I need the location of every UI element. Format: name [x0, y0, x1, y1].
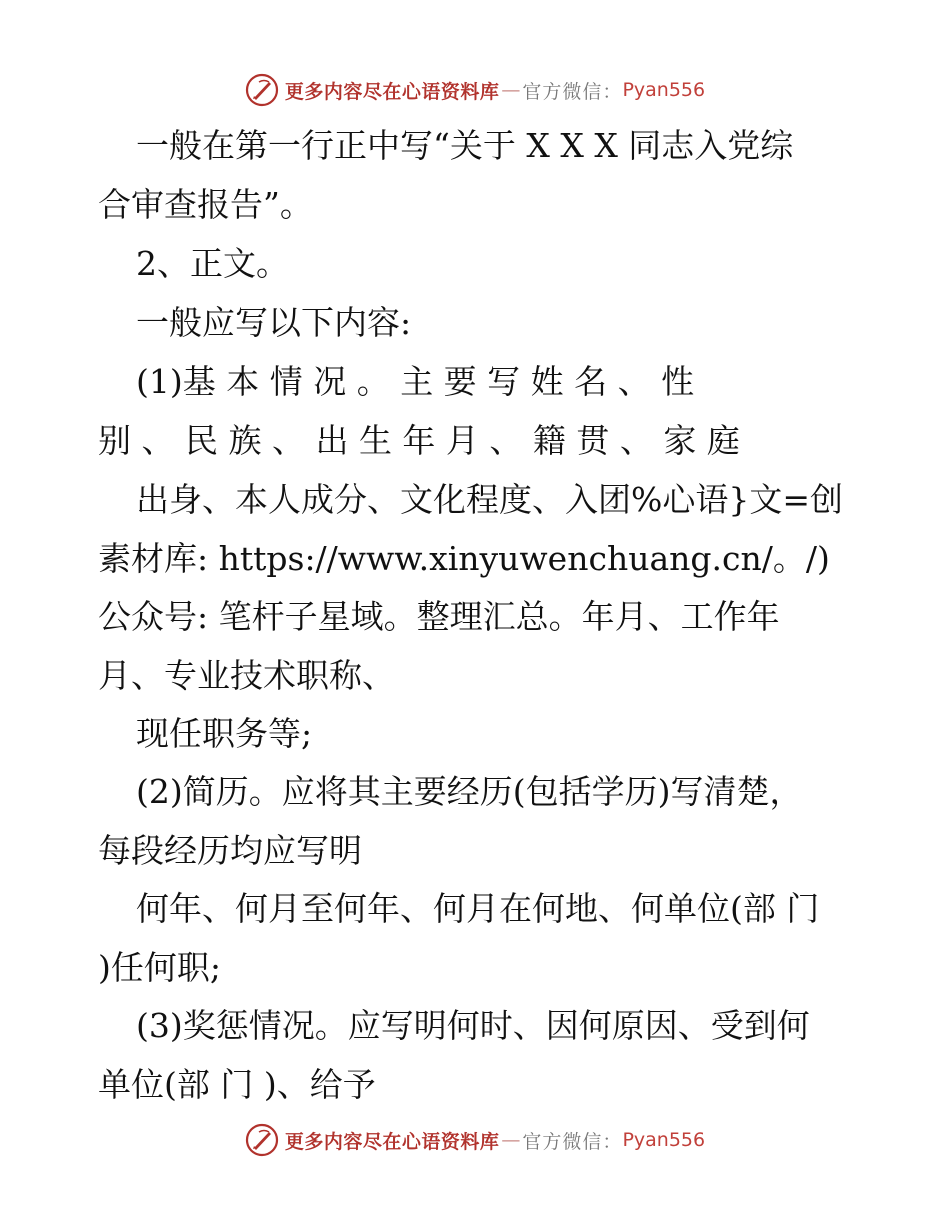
body-line-13: 每段经历均应写明	[98, 831, 362, 870]
body-line-10: 月、专业技术职称、	[98, 656, 395, 695]
body-line-17: 单位(部 门 )、给予	[98, 1065, 376, 1104]
feather-pen-seal-icon	[245, 73, 279, 107]
body-line-1: 一般在第一行正中写“关于 X X X 同志入党综	[136, 126, 794, 165]
banner-site-text: 更多内容尽在心语资料库	[284, 80, 500, 103]
body-line-8: 素材库: https://www.xinyuwenchuang.cn/。/)	[98, 539, 830, 578]
feather-pen-seal-icon	[245, 1123, 279, 1157]
body-line-3: 2、正文。	[136, 244, 289, 283]
body-line-14: 何年、何月至何年、何月在何地、何单位(部 门	[136, 889, 820, 928]
footer-watermark-banner	[0, 1120, 950, 1160]
body-line-7: 出身、本人成分、文化程度、入团%心语}文=创	[136, 480, 844, 519]
body-line-12: (2)简历。应将其主要经历(包括学历)写清楚，	[136, 772, 803, 811]
body-line-5: (1)基 本 情 况 。 主 要 写 姓 名 、 性	[136, 362, 695, 401]
banner-dash: —	[501, 1129, 521, 1151]
body-line-2: 合审查报告”。	[98, 185, 313, 224]
banner-wechat-label: 官方微信：	[522, 80, 623, 103]
banner-wechat-id: Pyan556	[622, 79, 706, 101]
body-line-16: (3)奖惩情况。应写明何时、因何原因、受到何	[136, 1006, 810, 1045]
banner-dash: —	[501, 79, 521, 101]
body-line-9: 公众号: 笔杆子星域。整理汇总。年月、工作年	[98, 597, 780, 636]
body-line-11: 现任职务等;	[136, 714, 313, 753]
body-line-4: 一般应写以下内容:	[136, 303, 412, 342]
banner-wechat-label: 官方微信：	[522, 1130, 623, 1153]
body-line-6: 别 、 民 族 、 出 生 年 月 、 籍 贯 、 家 庭	[98, 421, 740, 460]
body-line-15: )任何职;	[98, 948, 221, 987]
banner-site-text: 更多内容尽在心语资料库	[284, 1130, 500, 1153]
banner-wechat-id: Pyan556	[622, 1129, 706, 1151]
header-watermark-banner	[0, 70, 950, 110]
